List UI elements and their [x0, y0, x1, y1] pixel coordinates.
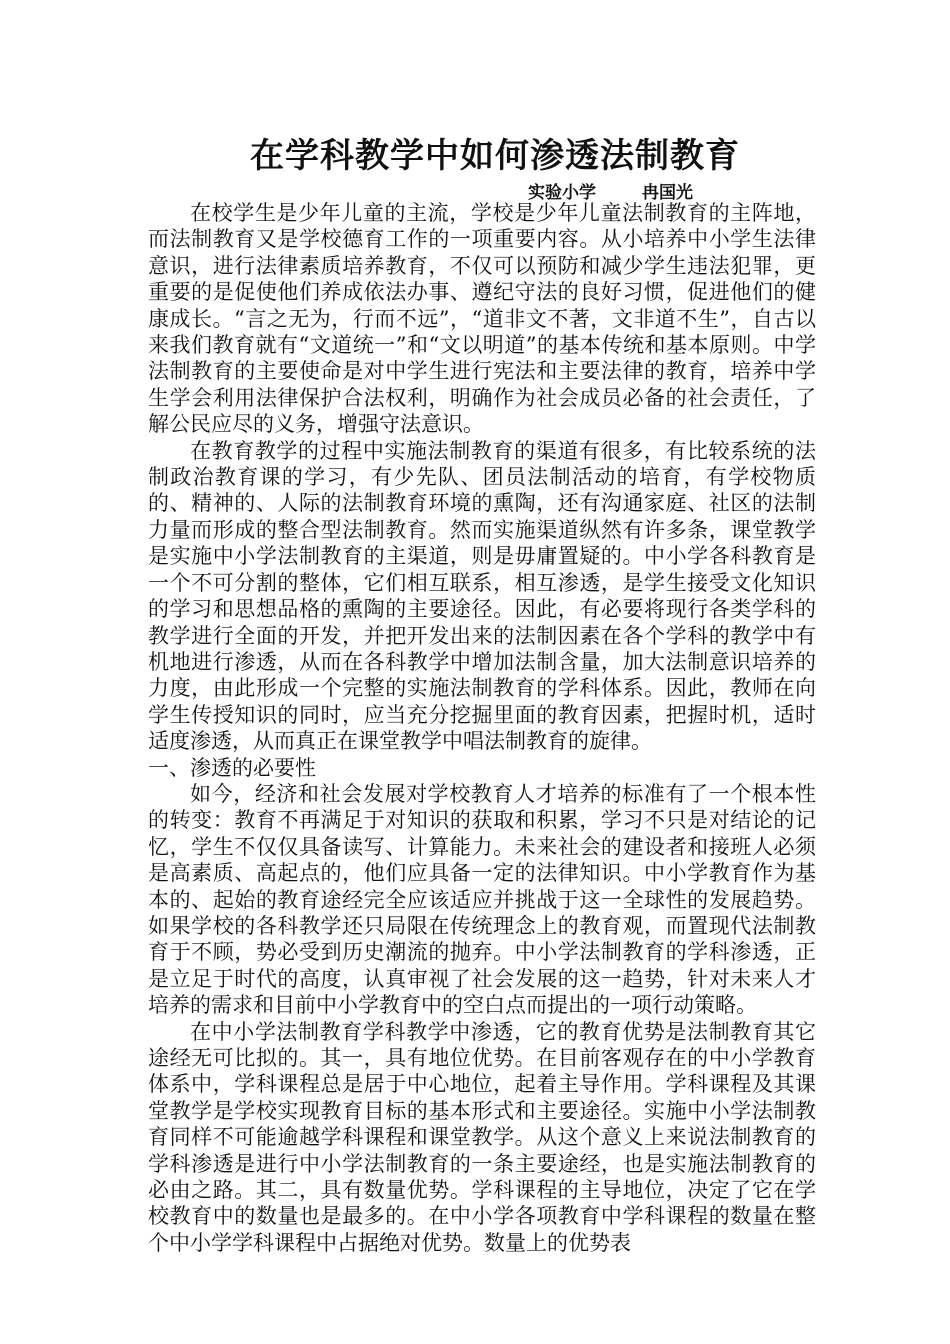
- paragraph: 如今，经济和社会发展对学校教育人才培养的标准有了一个根本性的转变：教育不再满足于对知识的获取和积累，学习不只是对结论的记忆，学生不仅仅具备读写、计算能力。未来社会的建设者和接班人必须是高素质、高起点的，他们应具备一定的法律知识。中小学教育作为基本的、起始的教育途经完全应该适应并挑战于这一全球性的发展趋势。如果学校的各科教学还只局限在传统理念上的教育观，而置现代法制教育于不顾，势必受到历史潮流的抛弃。中小学法制教育的学科渗透，正是立足于时代的高度，认真审视了社会发展的这一趋势，针对未来人才培养的需求和目前中小学教育中的空白点而提出的一项行动策略。: [148, 781, 816, 1018]
- byline-author: 冉国光: [642, 183, 693, 203]
- paragraph: 在教育教学的过程中实施法制教育的渠道有很多，有比较系统的法制政治教育课的学习，有少先队、团员法制活动的培育，有学校物质的、精神的、人际的法制教育环境的熏陶，还有沟通家庭、社区的法制力量而形成的整合型法制教育。然而实施渠道纵然有许多条，课堂教学是实施中小学法制教育的主渠道，则是毋庸置疑的。中小学各科教育是一个不可分割的整体，它们相互联系，相互渗透，是学生接受文化知识的学习和思想品格的熏陶的主要途径。因此，有必要将现行各类学科的教学进行全面的开发，并把开发出来的法制因素在各个学科的教学中有机地进行渗透，从而在各科教学中增加法制含量，加大法制意识培养的力度，由此形成一个完整的实施法制教育的学科体系。因此，教师在向学生传授知识的同时，应当充分挖掘里面的教育因素，把握时机，适时适度渗透，从而真正在课堂教学中唱法制教育的旋律。: [148, 438, 816, 754]
- byline-school: 实验小学: [528, 183, 596, 203]
- paragraph: 在中小学法制教育学科教学中渗透，它的教育优势是法制教育其它途经无可比拟的。其一，具有地位优势。在目前客观存在的中小学教育体系中，学科课程总是居于中心地位，起着主导作用。学科课程及其课堂教学是学校实现教育目标的基本形式和主要途径。实施中小学法制教育同样不可能逾越学科课程和课堂教学。从这个意义上来说法制教育的学科渗透是进行中小学法制教育的一条主要途经，也是实施法制教育的必由之路。其二，具有数量优势。学科课程的主导地位，决定了它在学校教育中的数量也是最多的。在中小学各项教育中学科课程的数量在整个中小学学科课程中占据绝对优势。数量上的优势表: [148, 1019, 816, 1255]
- section-heading: 一、渗透的必要性: [148, 755, 316, 780]
- paragraph: 在校学生是少年儿童的主流，学校是少年儿童法制教育的主阵地，而法制教育又是学校德育工作的一项重要内容。从小培养中小学生法律意识，进行法律素质培养教育，不仅可以预防和减少学生违法犯罪，更重要的是促使他们养成依法办事、遵纪守法的良好习惯，促进他们的健康成长。“言之无为，行而不远”，“道非文不著，文非道不生”，自古以来我们教育就有“文道统一”和“文以明道”的基本传统和基本原则。中学法制教育的主要使命是对中学生进行宪法和主要法律的教育，培养中学生学会利用法律保护合法权利，明确作为社会成员必备的社会责任，了解公民应尽的义务，增强守法意识。: [148, 201, 816, 437]
- document-body: [148, 200, 816, 1256]
- document-title: 在学科教学中如何渗透法制教育: [250, 136, 740, 176]
